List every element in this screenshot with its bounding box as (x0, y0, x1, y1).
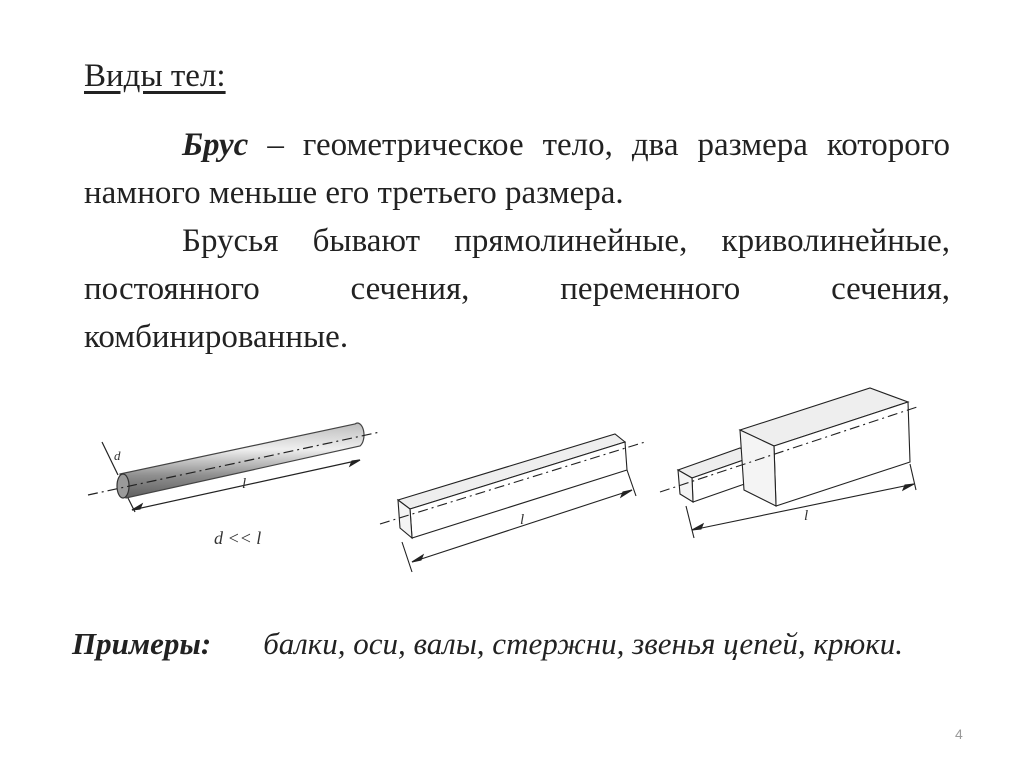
examples-text: балки, оси, валы, стержни, звенья цепей, крюки. (263, 626, 904, 661)
prism-length-label: l (520, 512, 525, 528)
examples-line (72, 622, 920, 666)
page-number: 4 (955, 726, 963, 742)
definition-paragraph (84, 121, 950, 217)
stepped-length-label: l (804, 508, 809, 524)
rod-ratio-caption: d << l (214, 528, 262, 548)
section-heading: Виды тел: (84, 58, 226, 94)
term-brus: Брус (182, 127, 249, 163)
cylinder-beam (88, 423, 380, 512)
rod-length-label: l (242, 476, 247, 492)
types-paragraph (84, 217, 950, 361)
stepped-beam (660, 388, 920, 538)
beam-illustrations (80, 372, 940, 582)
definition-text: – геометрическое тело, два размера которого намного меньше его третьего размера. (84, 127, 950, 211)
examples-label: Примеры: (72, 626, 212, 661)
rod-diameter-label: d (114, 448, 121, 463)
rectangular-beam (380, 434, 645, 572)
types-text: Брусья бывают прямолинейные, криволинейные, постоянного сечения, переменного сечения, комбинированные. (84, 223, 950, 355)
